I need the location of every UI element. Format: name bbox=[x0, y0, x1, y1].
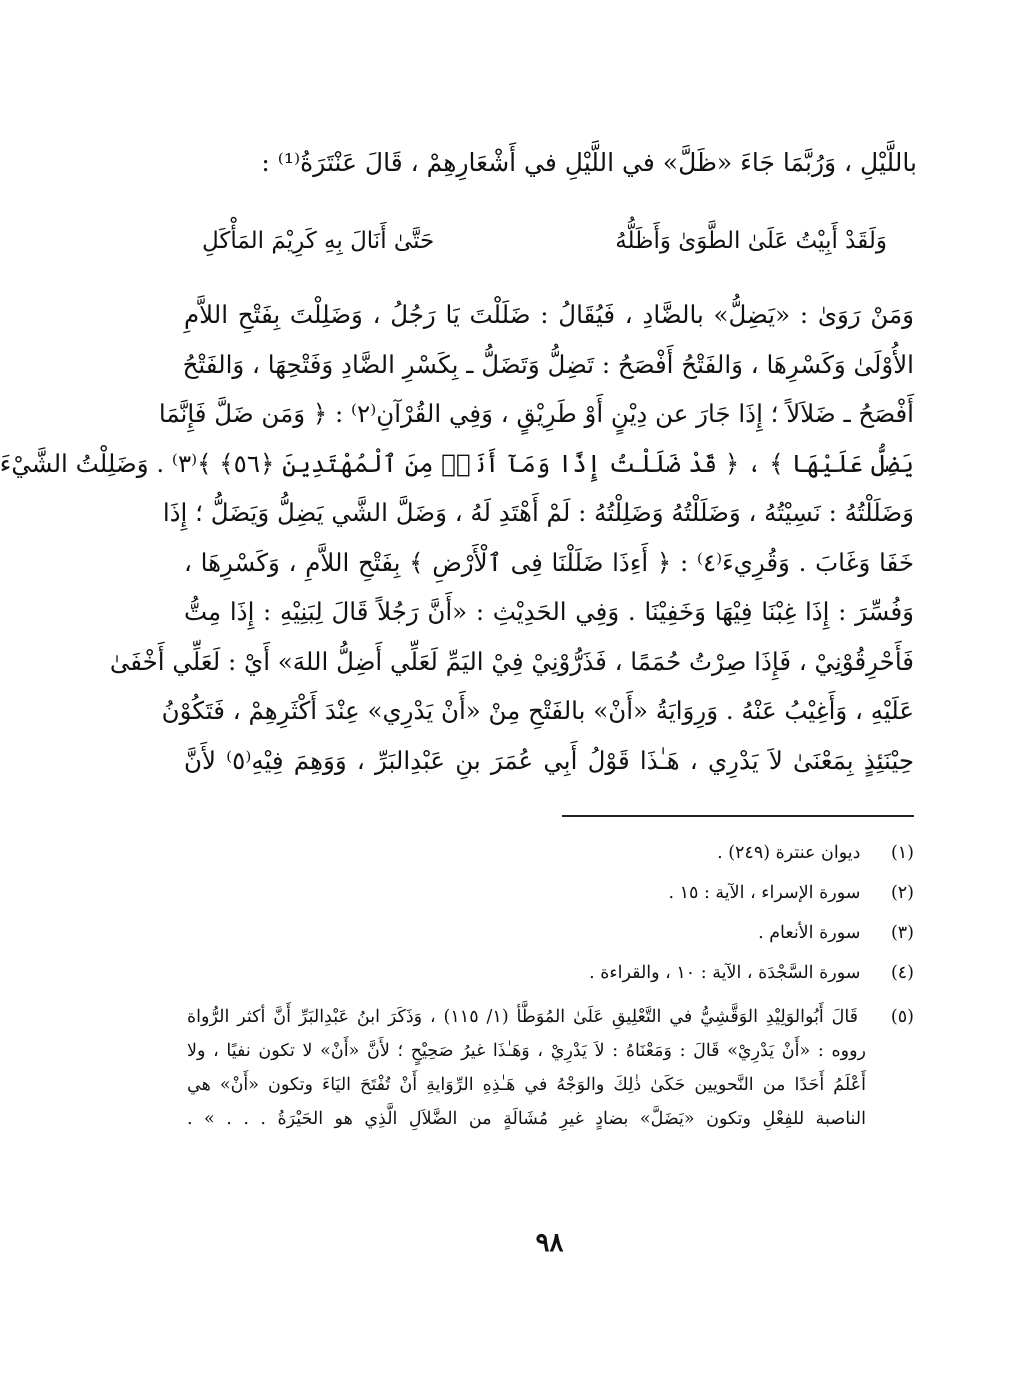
body-line: خَفَا وَغَابَ . وَقُرِيءَ⁽٤⁾ : ﴿ أَءِذَا ضَلَلْنَا فِى ٱلْأَرْضِ ﴾ بِفَتْحِ اللاَّمِ ، وَكَسْرِهَا ، bbox=[184, 547, 914, 577]
body-text bbox=[0, 290, 914, 785]
footnote-line: رووه : «أَنْ يَدْرِيْ» قَالَ : وَمَعْنَاهُ : لاَ يَدْرِيْ ، وَهَـٰذَا غيرُ صَحِيْحٍ ؛ لأَنَّ «أَنْ» لا تكون نفيًا ، ولا bbox=[187, 1041, 866, 1061]
footnote-text: قَالَ أَبُوالوَلِيْدِ الوَقَّشِيُّ في التَّعْلِيقِ عَلَىٰ المُوَطَّأ (١/ ١١٥) ، وَذَكَرَ ابنُ عَبْدِالبَرِّ أَنَّ أكثر الرُّواة bbox=[187, 1007, 859, 1027]
footnote-5 bbox=[187, 1000, 914, 1136]
body-line: أَفْصَحُ ـ ضَلاَلاً ؛ إِذَا جَارَ عن دِيْنٍ أَوْ طَرِيْقٍ ، وَفِي القُرْآنِ⁽٢⁾ : ﴿ وَمَن ضَلَّ فَإِنَّمَا bbox=[158, 399, 914, 428]
poetry-verse bbox=[202, 216, 887, 266]
body-line: الأُوْلَىٰ وَكَسْرِهَا ، وَالفَتْحُ أَفْصَحُ : تَضِلُّ وَتَضَلُّ ـ بِكَسْرِ الضَّادِ وَفَتْحِهَا ، وَالفَتْحُ bbox=[182, 349, 914, 379]
footnote-line: أَعْلَمُ أَحَدًا من النَّحويين حَكَىٰ ذٰلِكَ والوَجْهُ في هَـٰذِهِ الرِّوَايةِ أَنْ تُفْتَحَ اليَاءَ وتكون «أَنْ» هي bbox=[187, 1075, 866, 1095]
verse-second-hemistich: حَتَّىٰ أَنَالَ بِهِ كَرِيْمَ المَأْكَلِ bbox=[202, 228, 435, 254]
footnote-text: ديوان عنترة (٢٤٩) . bbox=[717, 843, 861, 863]
body-line: وَضَلَلْتُهُ : نَسِيْتُهُ ، وَضَلَلْتُهُ وَضَلِلْتُهُ : لَمْ أَهْتَدِ لَهُ ، وَضَلَّ الشَّي يَضِلُّ وَيَضَلُّ ؛ إِذَا bbox=[162, 498, 914, 527]
footnote-separator bbox=[562, 815, 914, 817]
footnote-number: (٥) bbox=[890, 1007, 914, 1027]
footnote-text: سورة الإسراء ، الآية : ١٥ . bbox=[668, 883, 861, 903]
footnote-2 bbox=[187, 878, 914, 908]
footnote-line bbox=[187, 1000, 914, 1034]
body-line: فَأَحْرِقُوْنِيْ ، فَإِذَا صِرْتُ حُمَمًا ، فَذَرُّوْنِيْ فِيْ اليَمِّ لَعَلِّي أَضِلُّ اللهَ» أَيْ : لَعَلِّي أَخْفَىٰ bbox=[109, 646, 914, 676]
footnote-line: الناصبة للفِعْلِ وتكون «يَضَلَّ» بضادٍ غيرِ مُشَالَةٍ من الضَّلاَلِ الَّذِي هو الحَيْرَةُ . . . » . bbox=[187, 1109, 866, 1129]
intro-line: باللَّيْلِ ، وَرُبَّمَا جَاءَ «ظَلَّ» في اللَّيْلِ في أَشْعَارِهِمْ ، قَالَ عَنْتَرَةُ⁽¹⁾ : bbox=[261, 148, 917, 177]
footnote-number: (٤) bbox=[890, 963, 914, 983]
footnote-4 bbox=[187, 958, 914, 988]
footnote-number: (٢) bbox=[890, 883, 914, 903]
verse-first-hemistich: وَلَقَدْ أَبِيْتُ عَلَىٰ الطَّوَىٰ وَأَظَلُّهُ bbox=[615, 228, 887, 254]
footnote-text: سورة الأنعام . bbox=[758, 923, 861, 943]
footnote-number: (٣) bbox=[890, 923, 914, 943]
footnote-3 bbox=[187, 918, 914, 948]
body-line: حِيْنَئِذٍ بِمَعْنَىٰ لاَ يَدْرِي ، هَـٰذَا قَوْلُ أَبِي عُمَرَ بنِ عَبْدِالبَرِّ ، وَوَهِمَ فِيْهِ⁽٥⁾ لأَنَّ bbox=[184, 745, 914, 775]
page-number: ٩٨ bbox=[535, 1228, 564, 1258]
footnote-text: سورة السَّجْدَة ، الآية : ١٠ ، والقراءة . bbox=[589, 963, 861, 983]
body-line: يَضِلُّ عَلَيْهَا ﴾ ، ﴿ قَدْ ضَلَلْتُ إِذًا وَمَآ أَنَا۠ مِنَ ٱلْمُهْتَدِينَ ﴿٥٦﴾ ﴾⁽٣⁾ . وَضَلِلْتُ الشَّيْءَ bbox=[0, 448, 914, 478]
footnote-number: (١) bbox=[890, 843, 914, 863]
body-line: وَمَنْ رَوَىٰ : «يَضِلُّ» بالضَّادِ ، فَيُقَالُ : ضَلَلْتَ يَا رَجُلُ ، وَضَلِلْتَ بِفَتْحِ اللاَّمِ bbox=[184, 300, 914, 329]
footnote-1 bbox=[187, 838, 914, 868]
body-line: وَفُسِّرَ : إِذَا غِبْنَا فِيْهَا وَخَفِيْنَا . وَفِي الحَدِيْثِ : «أَنَّ رَجُلاً قَالَ لِبَنِيْهِ : إِذَا مِتُّ bbox=[184, 597, 914, 626]
body-line: عَلَيْهِ ، وَأَغِيْبُ عَنْهُ . وَرِوَايَةُ «أَنْ» بالفَتْحِ مِنْ «أَنْ يَدْرِي» عِنْدَ أَكْثَرِهِمْ ، فَتَكُوْنُ bbox=[161, 696, 914, 725]
